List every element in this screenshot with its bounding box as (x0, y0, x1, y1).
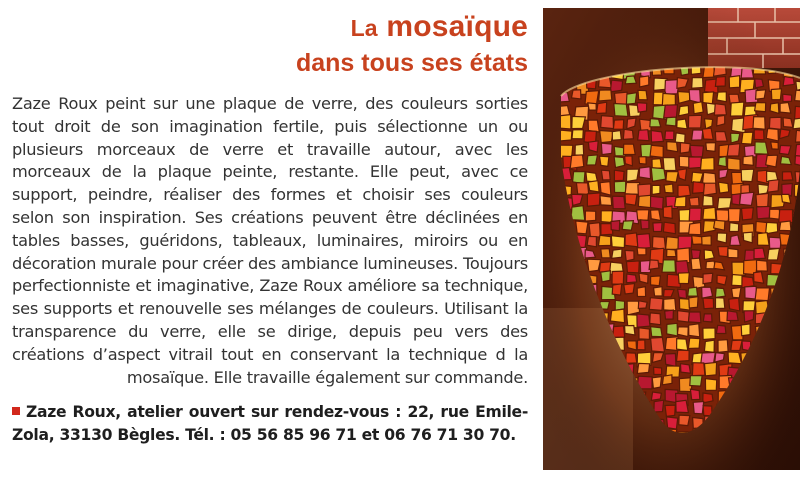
mosaic-tile (678, 311, 690, 323)
mosaic-tile (715, 132, 727, 142)
mosaic-tile (601, 116, 614, 129)
mosaic-tile (613, 326, 625, 337)
mosaic-tile (638, 90, 647, 100)
mosaic-tile (729, 76, 740, 88)
mosaic-tile (637, 234, 651, 249)
mosaic-tile (693, 102, 703, 114)
mosaic-tile (663, 222, 675, 234)
mosaic-tile (757, 206, 770, 218)
mosaic-tile (753, 117, 765, 130)
mosaic-tile (600, 182, 611, 196)
mosaic-tile (649, 298, 663, 311)
mosaic-tile (766, 129, 778, 142)
mosaic-tile (612, 284, 622, 295)
mosaic-tile (677, 119, 687, 129)
mosaic-tile (638, 195, 651, 207)
mosaic-tile (667, 142, 678, 152)
mosaic-lamp-image (543, 8, 800, 470)
mosaic-tile (652, 185, 660, 194)
mosaic-tile (651, 327, 663, 337)
mosaic-tile (662, 260, 676, 272)
mosaic-tile (651, 276, 661, 286)
mosaic-tile (678, 92, 690, 104)
mosaic-tile (717, 198, 731, 209)
mosaic-tile (717, 115, 725, 126)
mosaic-tile (692, 172, 704, 182)
mosaic-tile (731, 340, 742, 350)
mosaic-tile (625, 250, 634, 261)
mosaic-tile (624, 284, 635, 295)
mosaic-tile (755, 288, 769, 301)
mosaic-tile (654, 287, 663, 296)
mosaic-tile (678, 236, 692, 249)
mosaic-tile (795, 90, 800, 102)
mosaic-tile (625, 194, 637, 205)
mosaic-tile (639, 328, 650, 340)
mosaic-tile (587, 259, 600, 271)
mosaic-tile (771, 89, 781, 100)
mosaic-tile (650, 145, 663, 157)
mosaic-tile (692, 363, 705, 376)
article-title (12, 8, 528, 79)
mosaic-tile (795, 156, 800, 167)
mosaic-tile (702, 236, 712, 245)
mosaic-tile (637, 314, 650, 327)
mosaic-tile (639, 167, 650, 179)
title-prefix: La (350, 15, 378, 41)
mosaic-tile (796, 81, 800, 90)
mosaic-tile (654, 400, 664, 412)
mosaic-tile (783, 118, 793, 128)
mosaic-tile (727, 311, 738, 321)
mosaic-tile (601, 249, 611, 258)
mosaic-tile (782, 194, 791, 203)
mosaic-tile (588, 181, 599, 192)
mosaic-tile (622, 221, 633, 231)
mosaic-tile (667, 323, 678, 336)
mosaic-tile (596, 102, 606, 113)
mosaic-tile (665, 131, 674, 140)
mosaic-tile (757, 260, 768, 271)
mosaic-tile (701, 158, 715, 171)
mosaic-tile (702, 128, 713, 139)
mosaic-tile (570, 155, 584, 169)
mosaic-tile (663, 158, 676, 171)
mosaic-tile (678, 169, 687, 181)
mosaic-tile (665, 405, 675, 416)
mosaic-tile (585, 211, 595, 221)
mosaic-tile (779, 221, 791, 231)
mosaic-tile (677, 350, 690, 361)
mosaic-tile (741, 324, 750, 336)
mosaic-tile (571, 206, 585, 221)
mosaic-tile (675, 133, 685, 143)
mosaic-tile (689, 297, 698, 308)
mosaic-tile (614, 170, 624, 181)
mosaic-tile (587, 193, 600, 206)
mosaic-tile (573, 172, 585, 184)
mosaic-tile (651, 168, 665, 182)
mosaic-tile (613, 120, 623, 130)
mosaic-tile (688, 312, 701, 323)
mosaic-tile (783, 172, 793, 181)
mosaic-tile (758, 233, 770, 246)
mosaic-tile (611, 221, 620, 231)
mosaic-tile (703, 207, 716, 219)
mosaic-tile (728, 158, 741, 170)
mosaic-tile (652, 377, 661, 389)
mosaic-tile (703, 92, 714, 104)
article-column (12, 8, 528, 488)
mosaic-tile (637, 363, 649, 373)
mosaic-tile (637, 103, 647, 113)
mosaic-tile (623, 129, 633, 139)
mosaic-tile (666, 172, 678, 183)
mosaic-tile (677, 339, 688, 351)
mosaic-tile (576, 183, 588, 195)
mosaic-tile (768, 180, 779, 193)
mosaic-lamp-photo (543, 8, 800, 470)
mosaic-tile (691, 258, 701, 270)
mosaic-tile (689, 90, 700, 103)
mosaic-tile (717, 233, 727, 243)
mosaic-tile (612, 131, 621, 141)
mosaic-tile (793, 118, 800, 129)
mosaic-tile (653, 223, 662, 232)
mosaic-tile (612, 271, 624, 284)
mosaic-tile (625, 233, 638, 247)
mosaic-tile (637, 287, 645, 297)
mosaic-tile (651, 210, 661, 221)
mosaic-tile (716, 298, 725, 309)
mosaic-tile (689, 157, 702, 169)
mosaic-tile (572, 130, 583, 139)
mosaic-tile (589, 223, 600, 237)
mosaic-tile (663, 206, 672, 218)
mosaic-tile (719, 182, 729, 193)
mosaic-tile (587, 155, 598, 165)
mosaic-tile (638, 130, 649, 141)
mosaic-tile (677, 327, 688, 337)
contact-info (12, 401, 528, 447)
mosaic-tile (770, 103, 779, 114)
mosaic-tile (693, 402, 704, 414)
mosaic-tile (572, 90, 581, 99)
mosaic-tile (650, 313, 661, 325)
mosaic-tile (780, 103, 791, 114)
mosaic-tile (639, 157, 646, 164)
mosaic-tile (690, 389, 699, 400)
mosaic-tile (766, 155, 778, 167)
mosaic-tile (714, 220, 725, 230)
title-main-word: mosaïque (386, 10, 528, 43)
mosaic-tile (614, 104, 628, 117)
mosaic-tile (638, 301, 647, 309)
mosaic-tile (705, 362, 717, 375)
mosaic-tile (601, 143, 612, 154)
mosaic-tile (730, 223, 739, 232)
mosaic-tile (627, 169, 639, 181)
mosaic-tile (559, 130, 572, 141)
mosaic-tile (717, 275, 727, 285)
mosaic-tile (680, 143, 690, 154)
mosaic-tile (743, 232, 752, 243)
mosaic-tile (587, 236, 596, 246)
mosaic-tile (627, 301, 640, 315)
mosaic-tile (667, 417, 678, 429)
title-line-1 (12, 8, 528, 47)
mosaic-tile (715, 77, 725, 87)
mosaic-tile (679, 415, 690, 426)
mosaic-tile (732, 194, 741, 205)
mosaic-tile (651, 392, 661, 400)
mosaic-tile (681, 364, 691, 374)
mosaic-tile (703, 328, 715, 340)
red-square-bullet-icon (12, 407, 20, 415)
mosaic-tile (705, 379, 716, 391)
mosaic-tile (576, 221, 588, 234)
mosaic-tile (728, 352, 742, 364)
mosaic-tile (626, 93, 636, 105)
mosaic-tile (703, 195, 713, 206)
mosaic-tile (678, 273, 689, 284)
mosaic-tile (667, 249, 676, 256)
mosaic-tile (692, 78, 703, 89)
mosaic-tile (599, 235, 611, 245)
mosaic-tile (654, 367, 662, 374)
mosaic-tile (588, 141, 598, 152)
mosaic-tile (744, 311, 754, 322)
mosaic-tile (703, 393, 713, 403)
mosaic-tile (718, 157, 726, 167)
mosaic-tile (692, 236, 703, 245)
mosaic-tile (652, 159, 662, 168)
mosaic-tile (716, 325, 726, 333)
mosaic-tile (639, 273, 648, 283)
mosaic-tile (572, 116, 586, 128)
mosaic-tile (651, 337, 665, 352)
mosaic-tile (625, 326, 635, 336)
mosaic-tile (755, 103, 766, 112)
mosaic-tile (796, 130, 800, 142)
mosaic-tile (689, 324, 700, 337)
mosaic-tile (652, 237, 665, 250)
mosaic-tile (756, 90, 766, 99)
mosaic-tile (676, 400, 689, 412)
mosaic-tile (690, 376, 702, 387)
mosaic-tile (754, 248, 765, 259)
mosaic-tile (664, 105, 678, 118)
mosaic-tile (637, 210, 649, 221)
mosaic-tile (600, 156, 609, 166)
mosaic-tile (678, 289, 687, 298)
mosaic-tile (780, 145, 791, 154)
mosaic-tile (690, 145, 704, 158)
mosaic-tile (689, 208, 701, 222)
mosaic-tile (651, 131, 663, 143)
mosaic-tile (688, 287, 698, 296)
mosaic-tile (703, 298, 714, 309)
mosaic-tile (612, 249, 622, 258)
mosaic-tile (714, 104, 726, 115)
mosaic-tile (611, 236, 624, 248)
mosaic-tile (692, 130, 703, 140)
mosaic-tile (689, 223, 701, 235)
mosaic-tile (627, 274, 637, 283)
mosaic-tile (662, 375, 672, 385)
mosaic-tile (703, 273, 713, 283)
mosaic-tile (625, 76, 636, 84)
mosaic-tile (742, 132, 753, 144)
mosaic-tile (704, 340, 714, 352)
title-line-2: dans tous ses états (295, 49, 528, 77)
mosaic-tile (614, 157, 625, 168)
mosaic-tile (664, 298, 676, 310)
mosaic-tile (743, 156, 753, 166)
mosaic-tile (703, 183, 716, 195)
mosaic-tile (755, 142, 768, 154)
mosaic-tile (732, 287, 741, 298)
mosaic-tile (769, 237, 781, 248)
mosaic-tile (627, 261, 640, 273)
mosaic-tile (601, 170, 610, 180)
mosaic-tile (588, 120, 599, 132)
mosaic-tile (678, 185, 691, 197)
mosaic-tile (679, 106, 689, 116)
mosaic-tile (768, 248, 780, 260)
mosaic-tile (640, 76, 649, 87)
mosaic-tile (665, 354, 676, 367)
contact-text: Zaze Roux, atelier ouvert sur rendez-vous : 22, rue Emile-Zola, 33130 Bègles. Tél. : 05 56 85 96 71 et 06 76 71 30 70. (12, 403, 528, 445)
mosaic-tile (718, 340, 728, 353)
mosaic-tile (706, 143, 716, 152)
mosaic-tile (664, 184, 673, 193)
mosaic-tile (625, 182, 640, 194)
mosaic-tile (600, 196, 612, 206)
mosaic-tile (742, 208, 754, 220)
mosaic-tile (715, 288, 725, 298)
mosaic-tile (599, 90, 612, 101)
mosaic-tile (610, 309, 624, 323)
mosaic-tile (650, 119, 661, 127)
mosaic-tile (614, 181, 625, 193)
mosaic-tile (717, 92, 727, 102)
mosaic-tile (783, 77, 794, 86)
mosaic-tile (741, 68, 753, 78)
mosaic-tile (728, 248, 738, 257)
mosaic-tile (729, 298, 740, 311)
mosaic-tile (740, 192, 754, 205)
mosaic-tile (688, 115, 701, 128)
mosaic-tile (702, 287, 713, 298)
mosaic-tile (641, 220, 649, 229)
mosaic-tile (588, 103, 596, 110)
mosaic-tile (637, 248, 646, 255)
mosaic-tile (625, 156, 633, 166)
mosaic-tile (754, 272, 764, 284)
mosaic-tile (575, 144, 584, 156)
article-body: Zaze Roux peint sur une plaque de verre, des couleurs sorties tout droit de son imagination fertile, puis sélectionne un ou plusieurs morceaux de verre et travaille autour, avec les morceaux de la plaque peinte, restante. Elle peut, avec ce support, peindre, réaliser des formes et choisir ses couleurs selon son inspiration. Ses créations peuvent être déclinées en tables basses, guéridons, tableaux, luminaires, miroirs ou en décoration murale pour créer des ambiance lumineuses. Toujours perfectionniste et imaginative, Zaze Roux améliore sa technique, ses supports et renouvelle ses mélanges de couleurs. Utilisant la transparence du verre, elle se dirige, depuis peu vers des créations d’aspect vitrail tout en conservant la technique d la mosaïque. Elle travaille également sur commande. (12, 94, 528, 387)
mosaic-tile (703, 314, 712, 322)
mosaic-tile (741, 169, 754, 181)
mosaic-tile (783, 94, 792, 101)
mosaic-tile (585, 91, 599, 105)
mosaic-tile (688, 338, 700, 349)
mosaic-tile (626, 353, 637, 364)
mosaic-tile (769, 117, 781, 129)
mosaic-tile (651, 196, 664, 209)
mosaic-tile (613, 196, 626, 209)
mosaic-tile (731, 102, 744, 116)
mosaic-tile (637, 340, 645, 350)
mosaic-tile (666, 117, 676, 126)
mosaic-tile (600, 131, 614, 143)
mosaic-tile (649, 260, 659, 270)
mosaic-tile (675, 196, 686, 206)
mosaic-tile (795, 106, 800, 119)
mosaic-tile (771, 142, 779, 149)
mosaic-tile (704, 250, 714, 260)
mosaic-tile (718, 247, 728, 257)
mosaic-tile (601, 271, 611, 282)
mosaic-tile (728, 209, 740, 222)
mosaic-tile (610, 80, 622, 92)
mosaic-tile (755, 79, 764, 88)
mosaic-tile (689, 197, 699, 206)
mosaic-tile (559, 115, 571, 129)
mosaic-tile (665, 310, 674, 319)
mosaic-tile (754, 130, 764, 140)
mosaic-tile (727, 144, 740, 156)
mosaic-tile (624, 144, 636, 154)
